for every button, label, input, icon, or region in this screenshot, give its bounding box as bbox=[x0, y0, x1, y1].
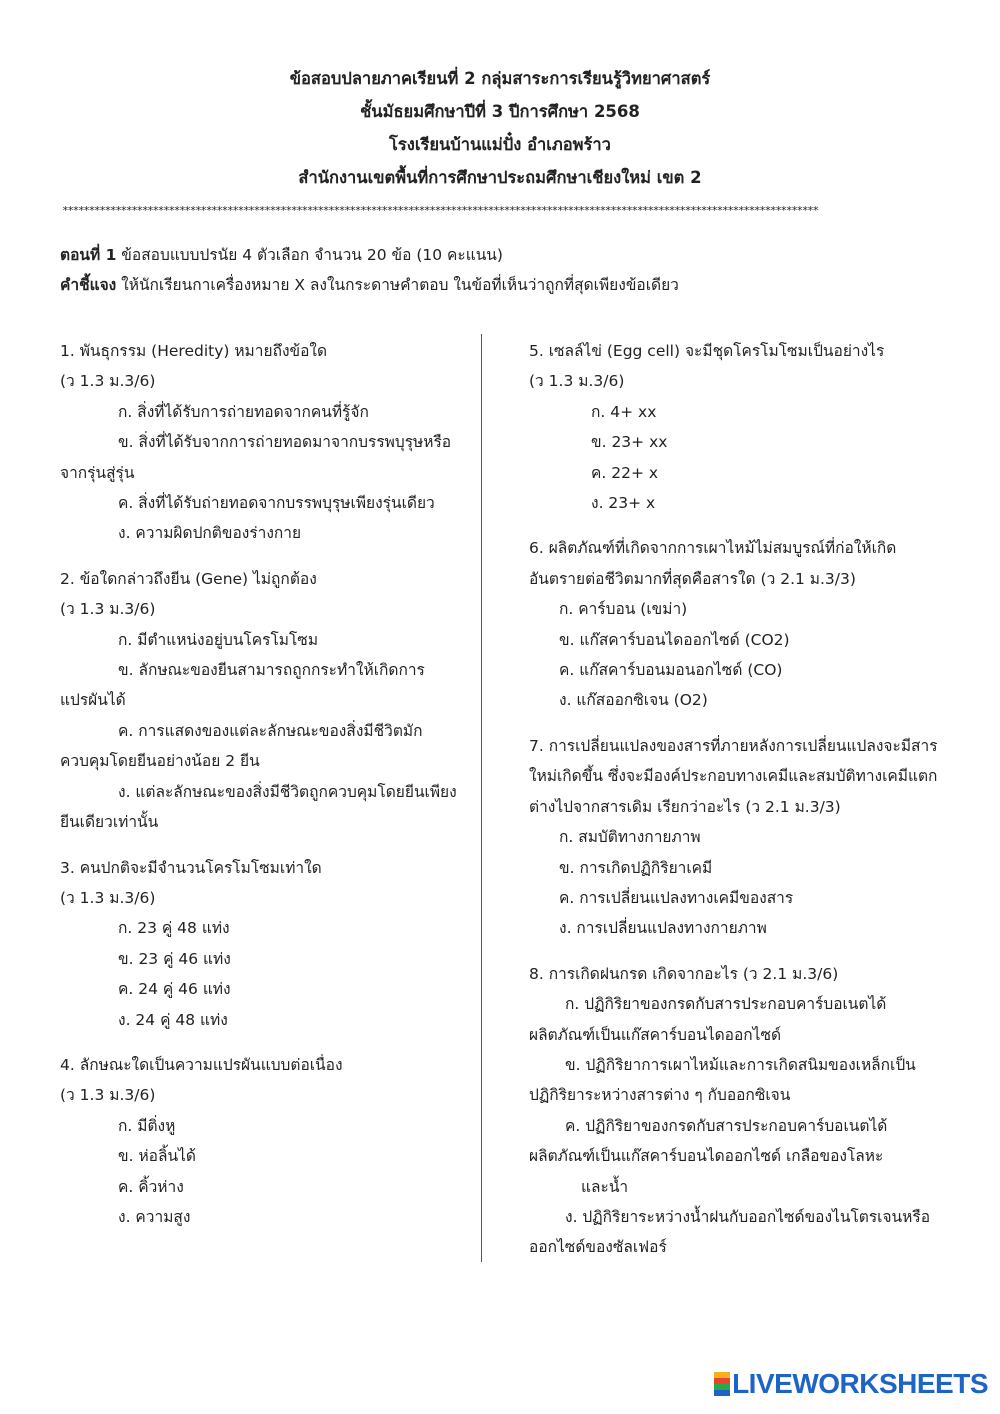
option-b[interactable]: ข. การเกิดปฏิกิริยาเคมี bbox=[559, 858, 713, 877]
part-text: ข้อสอบแบบปรนัย 4 ตัวเลือก จำนวน 20 ข้อ (10 คะแนน) bbox=[116, 246, 503, 264]
option-d[interactable]: ง. แก๊สออกซิเจน (O2) bbox=[559, 691, 708, 710]
option-c[interactable]: ค. แก๊สคาร์บอนมอนอกไซด์ (CO) bbox=[559, 661, 783, 680]
option-b[interactable]: ข. แก๊สคาร์บอนไดออกไซด์ (CO2) bbox=[559, 630, 790, 649]
header-office: สำนักงานเขตพื้นที่การศึกษาประถมศึกษาเชียงใหม่ เขต 2 bbox=[298, 168, 702, 187]
logo-mark-icon bbox=[714, 1372, 730, 1396]
part-line bbox=[60, 240, 679, 270]
option-b[interactable]: ข. ห่อลิ้นได้ bbox=[118, 1147, 196, 1166]
option-d[interactable]: ง. แต่ละลักษณะของสิ่งมีชีวิตถูกควบคุมโดยยีนเพียงยีนเดียวเท่านั้น bbox=[60, 782, 457, 832]
question-text: 7. การเปลี่ยนแปลงของสารที่ภายหลังการเปลี่ยนแปลงจะมีสารใหม่เกิดขึ้น ซึ่งจะมีองค์ประกอบทางเคมีและสมบัติทางเคมีแตกต่างไปจากสารเดิม เรียกว่าอะไร (ว 2.1 ม.3/3) bbox=[529, 736, 938, 816]
option-d[interactable]: ง. 23+ x bbox=[591, 494, 656, 513]
question-text: 6. ผลิตภัณฑ์ที่เกิดจากการเผาไหม้ไม่สมบูรณ์ที่ก่อให้เกิดอันตรายต่อชีวิตมากที่สุดคือสารใด (ว 2.1 ม.3/3) bbox=[529, 539, 897, 588]
option-a[interactable]: ก. สมบัติทางกายภาพ bbox=[559, 828, 701, 847]
question-text: 5. เซลล์ไข่ (Egg cell) จะมีชุดโครโมโซมเป็นอย่างไร bbox=[529, 342, 885, 360]
option-a[interactable]: ก. 23 คู่ 48 แท่ง bbox=[118, 919, 230, 938]
question-text: 2. ข้อใดกล่าวถึงยีน (Gene) ไม่ถูกต้อง bbox=[60, 569, 317, 588]
instruction-line bbox=[60, 270, 679, 300]
part-section bbox=[60, 240, 679, 300]
question-7 bbox=[529, 731, 939, 944]
option-c[interactable]: ค. 22+ x bbox=[591, 463, 659, 482]
option-c[interactable]: ค. 24 คู่ 46 แท่ง bbox=[118, 980, 231, 999]
header-school: โรงเรียนบ้านแม่ปั๋ง อำเภอพร้าว bbox=[389, 135, 611, 154]
logo-text: LIVEWORKSHEETS bbox=[732, 1368, 988, 1399]
column-divider bbox=[481, 334, 482, 1262]
liveworksheets-logo bbox=[714, 1368, 988, 1400]
option-b[interactable]: ข. ลักษณะของยีนสามารถถูกกระทำให้เกิดการแปรผันได้ bbox=[60, 661, 425, 710]
option-c-continuation: และน้ำ bbox=[581, 1177, 629, 1196]
header-title: ข้อสอบปลายภาคเรียนที่ 2 กลุ่มสาระการเรียนรู้วิทยาศาสตร์ bbox=[289, 69, 711, 88]
question-indicator: (ว 1.3 ม.3/6) bbox=[60, 888, 156, 907]
option-d[interactable]: ง. 24 คู่ 48 แท่ง bbox=[118, 1010, 228, 1029]
option-a[interactable]: ก. คาร์บอน (เขม่า) bbox=[559, 600, 688, 619]
question-indicator: (ว 1.3 ม.3/6) bbox=[60, 372, 156, 391]
option-c[interactable]: ค. ปฏิกิริยาของกรดกับสารประกอบคาร์บอเนตได้ผลิตภัณฑ์เป็นแก๊สคาร์บอนไดออกไซด์ เกลือของโลหะ bbox=[529, 1116, 888, 1166]
question-5 bbox=[529, 336, 939, 518]
option-c[interactable]: ค. คิ้วห่าง bbox=[118, 1177, 184, 1196]
question-text: 1. พันธุกรรม (Heredity) หมายถึงข้อใด bbox=[60, 342, 328, 360]
option-d[interactable]: ง. ปฏิกิริยาระหว่างน้ำฝนกับออกไซด์ของไนโตรเจนหรือออกไซด์ของซัลเฟอร์ bbox=[529, 1207, 930, 1257]
question-text: 4. ลักษณะใดเป็นความแปรผันแบบต่อเนื่อง bbox=[60, 1055, 343, 1074]
exam-header bbox=[0, 62, 1000, 194]
question-indicator: (ว 1.3 ม.3/6) bbox=[60, 600, 156, 619]
question-6 bbox=[529, 533, 939, 715]
option-d[interactable]: ง. ความสูง bbox=[118, 1207, 191, 1226]
question-2 bbox=[60, 564, 470, 838]
right-column bbox=[529, 336, 939, 1278]
separator-line: ********************************************************************************************************************************************** bbox=[62, 204, 818, 217]
option-a[interactable]: ก. มีตำแหน่งอยู่บนโครโมโซม bbox=[118, 630, 319, 649]
option-a[interactable]: ก. 4+ xx bbox=[591, 402, 657, 421]
question-1 bbox=[60, 336, 470, 549]
question-text: 3. คนปกติจะมีจำนวนโครโมโซมเท่าใด bbox=[60, 858, 322, 877]
left-column bbox=[60, 336, 470, 1247]
option-c[interactable]: ค. การแสดงของแต่ละลักษณะของสิ่งมีชีวิตมักควบคุมโดยยีนอย่างน้อย 2 ยีน bbox=[60, 721, 423, 771]
option-b[interactable]: ข. สิ่งที่ได้รับจากการถ่ายทอดมาจากบรรพบุรุษหรือจากรุ่นสู่รุ่น bbox=[60, 433, 452, 482]
option-d[interactable]: ง. การเปลี่ยนแปลงทางกายภาพ bbox=[559, 919, 767, 938]
header-grade: ชั้นมัธยมศึกษาปีที่ 3 ปีการศึกษา 2568 bbox=[360, 102, 640, 121]
question-text: 8. การเกิดฝนกรด เกิดจากอะไร (ว 2.1 ม.3/6) bbox=[529, 964, 839, 983]
option-a[interactable]: ก. มีติ่งหู bbox=[118, 1116, 176, 1135]
question-3 bbox=[60, 853, 470, 1035]
question-indicator: (ว 1.3 ม.3/6) bbox=[529, 372, 625, 391]
option-b[interactable]: ข. ปฏิกิริยาการเผาไหม้และการเกิดสนิมของเหล็กเป็นปฏิกิริยาระหว่างสารต่าง ๆ กับออกซิเจน bbox=[529, 1055, 916, 1105]
option-b[interactable]: ข. 23+ xx bbox=[591, 433, 668, 452]
part-label: ตอนที่ 1 bbox=[60, 246, 117, 264]
option-c[interactable]: ค. สิ่งที่ได้รับถ่ายทอดจากบรรพบุรุษเพียงรุ่นเดียว bbox=[118, 494, 435, 513]
question-4 bbox=[60, 1050, 470, 1232]
option-c[interactable]: ค. การเปลี่ยนแปลงทางเคมีของสาร bbox=[559, 888, 794, 907]
question-indicator: (ว 1.3 ม.3/6) bbox=[60, 1086, 156, 1105]
option-a[interactable]: ก. ปฏิกิริยาของกรดกับสารประกอบคาร์บอเนตได้ผลิตภัณฑ์เป็นแก๊สคาร์บอนไดออกไซด์ bbox=[529, 995, 887, 1044]
option-b[interactable]: ข. 23 คู่ 46 แท่ง bbox=[118, 949, 231, 968]
question-8 bbox=[529, 959, 939, 1263]
option-a[interactable]: ก. สิ่งที่ได้รับการถ่ายทอดจากคนที่รู้จัก bbox=[118, 402, 369, 421]
option-d[interactable]: ง. ความผิดปกติของร่างกาย bbox=[118, 524, 302, 543]
instruction-label: คำชี้แจง bbox=[60, 276, 117, 294]
instruction-text: ให้นักเรียนกาเครื่องหมาย X ลงในกระดาษคำตอบ ในข้อที่เห็นว่าถูกที่สุดเพียงข้อเดียว bbox=[116, 276, 679, 294]
